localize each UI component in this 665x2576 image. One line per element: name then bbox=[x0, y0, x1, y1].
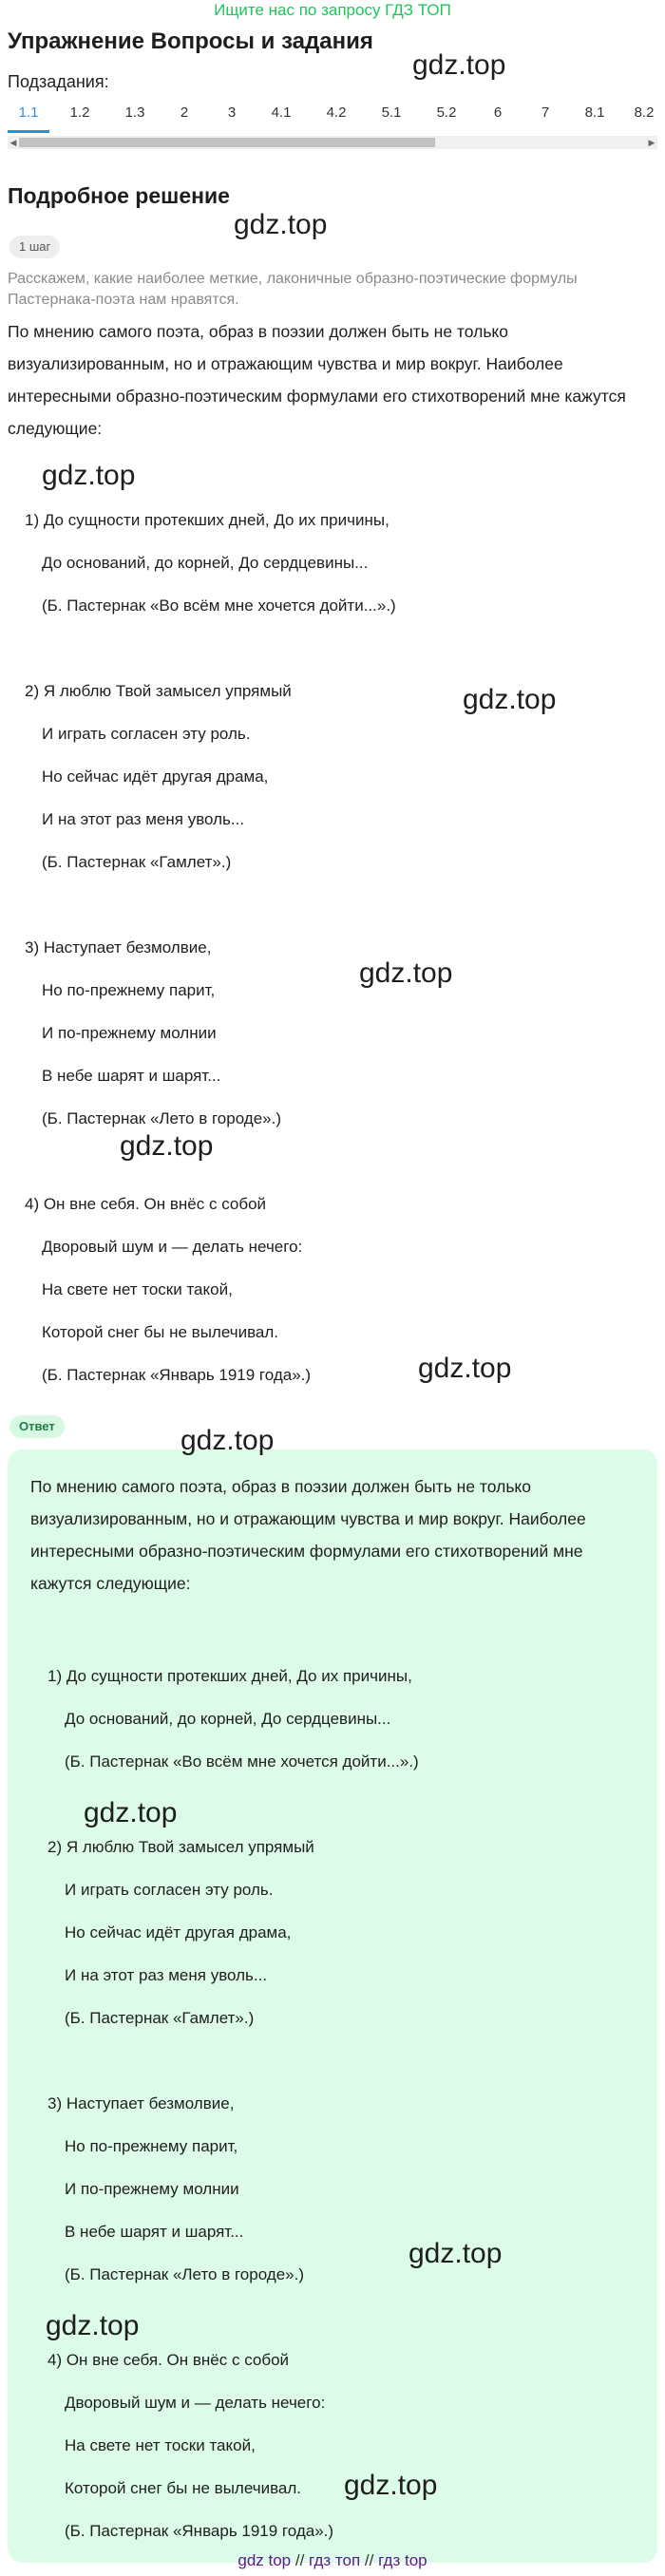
answer-poem-4-line-5: (Б. Пастернак «Январь 1919 года».) bbox=[65, 2522, 334, 2540]
footer-separator: // bbox=[294, 2551, 305, 2569]
solution-poem-3-line-5: (Б. Пастернак «Лето в городе».) bbox=[42, 1109, 282, 1127]
watermark: gdz.top bbox=[359, 957, 453, 989]
active-tab-underline bbox=[8, 130, 49, 133]
solution-poem-2-line-5: (Б. Пастернак «Гамлет».) bbox=[42, 853, 232, 871]
tab-7[interactable]: 7 bbox=[541, 104, 550, 121]
page-title: Упражнение Вопросы и задания bbox=[8, 28, 373, 54]
solution-poem-3-line-4: В небе шарят и шарят... bbox=[42, 1067, 221, 1085]
solution-intro: По мнению самого поэта, образ в поэзии должен быть не только визуализированным, но и отражающим чувства и мир вокруг. Наиболее интересными образно-поэтическим формулами его стихотворений мне кажутся следующие: bbox=[8, 322, 626, 438]
solution-poem-4-line-4: Которой снег бы не вылечивал. bbox=[42, 1323, 279, 1341]
watermark: gdz.top bbox=[463, 684, 557, 715]
answer-poem-2-line-4: И на этот раз меня уволь... bbox=[65, 1966, 268, 1984]
scroll-left-icon[interactable]: ◀ bbox=[10, 138, 17, 147]
answer-poem-1-line-3: (Б. Пастернак «Во всём мне хочется дойти...».) bbox=[65, 1752, 419, 1771]
scroll-right-icon[interactable]: ▶ bbox=[648, 138, 656, 147]
tab-6[interactable]: 6 bbox=[493, 104, 503, 121]
watermark: gdz.top bbox=[42, 460, 136, 491]
solution-poem-3-line-1: 3) Наступает безмолвие, bbox=[25, 938, 212, 957]
tab-8-1[interactable]: 8.1 bbox=[584, 104, 605, 121]
answer-poem-4-line-3: На свете нет тоски такой, bbox=[65, 2436, 256, 2454]
answer-poem-3-line-3: И по-прежнему молнии bbox=[65, 2180, 239, 2198]
step-badge: 1 шаг bbox=[10, 236, 60, 258]
solution-poem-2-line-2: И играть согласен эту роль. bbox=[42, 725, 251, 743]
answer-poem-2-line-5: (Б. Пастернак «Гамлет».) bbox=[65, 2009, 255, 2027]
answer-poem-3-line-2: Но по-прежнему парит, bbox=[65, 2137, 238, 2155]
answer-poem-2-line-3: Но сейчас идёт другая драма, bbox=[65, 1923, 292, 1941]
solution-poem-2-line-1: 2) Я люблю Твой замысел упрямый bbox=[25, 682, 292, 700]
watermark: gdz.top bbox=[418, 1353, 512, 1384]
subtask-tabs bbox=[0, 99, 665, 131]
solution-poem-2-line-3: Но сейчас идёт другая драма, bbox=[42, 767, 269, 786]
watermark: gdz.top bbox=[180, 1425, 275, 1456]
answer-poem-2-line-2: И играть согласен эту роль. bbox=[65, 1881, 274, 1899]
tab-5-2[interactable]: 5.2 bbox=[436, 104, 457, 121]
watermark: gdz.top bbox=[408, 2238, 503, 2269]
tab-3[interactable]: 3 bbox=[227, 104, 237, 121]
tab-1-2[interactable]: 1.2 bbox=[69, 104, 90, 121]
watermark: gdz.top bbox=[84, 1797, 178, 1828]
solution-poem-4-line-3: На свете нет тоски такой, bbox=[42, 1280, 233, 1298]
solution-poem-3-line-2: Но по-прежнему парит, bbox=[42, 981, 216, 999]
answer-poem-3-line-1: 3) Наступает безмолвие, bbox=[48, 2094, 235, 2112]
answer-poem-2-line-1: 2) Я люблю Твой замысел упрямый bbox=[48, 1838, 314, 1856]
section-title: Подробное решение bbox=[8, 183, 230, 208]
tab-2[interactable]: 2 bbox=[180, 104, 189, 121]
tabs-scrollbar[interactable] bbox=[8, 136, 657, 149]
answer-poem-4-line-4: Которой снег бы не вылечивал. bbox=[65, 2479, 302, 2497]
top-banner[interactable]: Ищите нас по запросу ГДЗ ТОП bbox=[214, 1, 451, 19]
answer-badge: Ответ bbox=[10, 1415, 65, 1438]
solution-poem-4-line-5: (Б. Пастернак «Январь 1919 года».) bbox=[42, 1366, 312, 1384]
footer-link-2[interactable]: гдз топ bbox=[309, 2551, 361, 2569]
watermark: gdz.top bbox=[344, 2470, 438, 2501]
answer-intro: По мнению самого поэта, образ в поэзии должен быть не только визуализированным, но и отражающим чувства и мир вокруг. Наиболее интересными образно-поэтическим формулами его стихотворений мне кажутся следующие: bbox=[30, 1477, 586, 1593]
answer-poem-4-line-2: Дворовый шум и — делать нечего: bbox=[65, 2394, 326, 2412]
tab-1-3[interactable]: 1.3 bbox=[124, 104, 145, 121]
tab-1-1[interactable]: 1.1 bbox=[18, 104, 39, 121]
watermark: gdz.top bbox=[234, 209, 328, 240]
tab-5-1[interactable]: 5.1 bbox=[381, 104, 402, 121]
solution-poem-4-line-2: Дворовый шум и — делать нечего: bbox=[42, 1238, 303, 1256]
subtasks-label: Подзадания: bbox=[8, 72, 109, 91]
solution-poem-2-line-4: И на этот раз меня уволь... bbox=[42, 810, 245, 828]
solution-poem-4-line-1: 4) Он вне себя. Он внёс с собой bbox=[25, 1195, 267, 1213]
footer-links bbox=[0, 2548, 665, 2574]
watermark: gdz.top bbox=[46, 2310, 140, 2341]
footer-separator: // bbox=[364, 2551, 374, 2569]
solution-poem-1-line-1: 1) До сущности протекших дней, До их причины, bbox=[25, 511, 390, 529]
solution-poem-1-line-3: (Б. Пастернак «Во всём мне хочется дойти...».) bbox=[42, 597, 396, 615]
solution-poem-1-line-2: До оснований, до корней, До сердцевины... bbox=[42, 554, 369, 572]
tab-8-2[interactable]: 8.2 bbox=[634, 104, 655, 121]
answer-poem-3-line-5: (Б. Пастернак «Лето в городе».) bbox=[65, 2265, 305, 2283]
solution-poem-3-line-3: И по-прежнему молнии bbox=[42, 1024, 217, 1042]
answer-poem-1-line-2: До оснований, до корней, До сердцевины... bbox=[65, 1710, 391, 1728]
tab-4-1[interactable]: 4.1 bbox=[271, 104, 292, 121]
watermark: gdz.top bbox=[412, 49, 506, 81]
answer-poem-3-line-4: В небе шарят и шарят... bbox=[65, 2223, 244, 2241]
hint-text: Расскажем, какие наиболее меткие, лаконичные образно-поэтические формулы Пастернака-поэта нам нравятся. bbox=[8, 271, 578, 308]
scroll-thumb[interactable] bbox=[19, 138, 435, 147]
footer-link-1[interactable]: gdz top bbox=[238, 2551, 292, 2569]
answer-poem-4-line-1: 4) Он вне себя. Он внёс с собой bbox=[48, 2351, 290, 2369]
watermark: gdz.top bbox=[120, 1130, 214, 1162]
tab-4-2[interactable]: 4.2 bbox=[326, 104, 347, 121]
footer-link-3[interactable]: гдз top bbox=[378, 2551, 428, 2569]
answer-poem-1-line-1: 1) До сущности протекших дней, До их причины, bbox=[48, 1667, 412, 1685]
